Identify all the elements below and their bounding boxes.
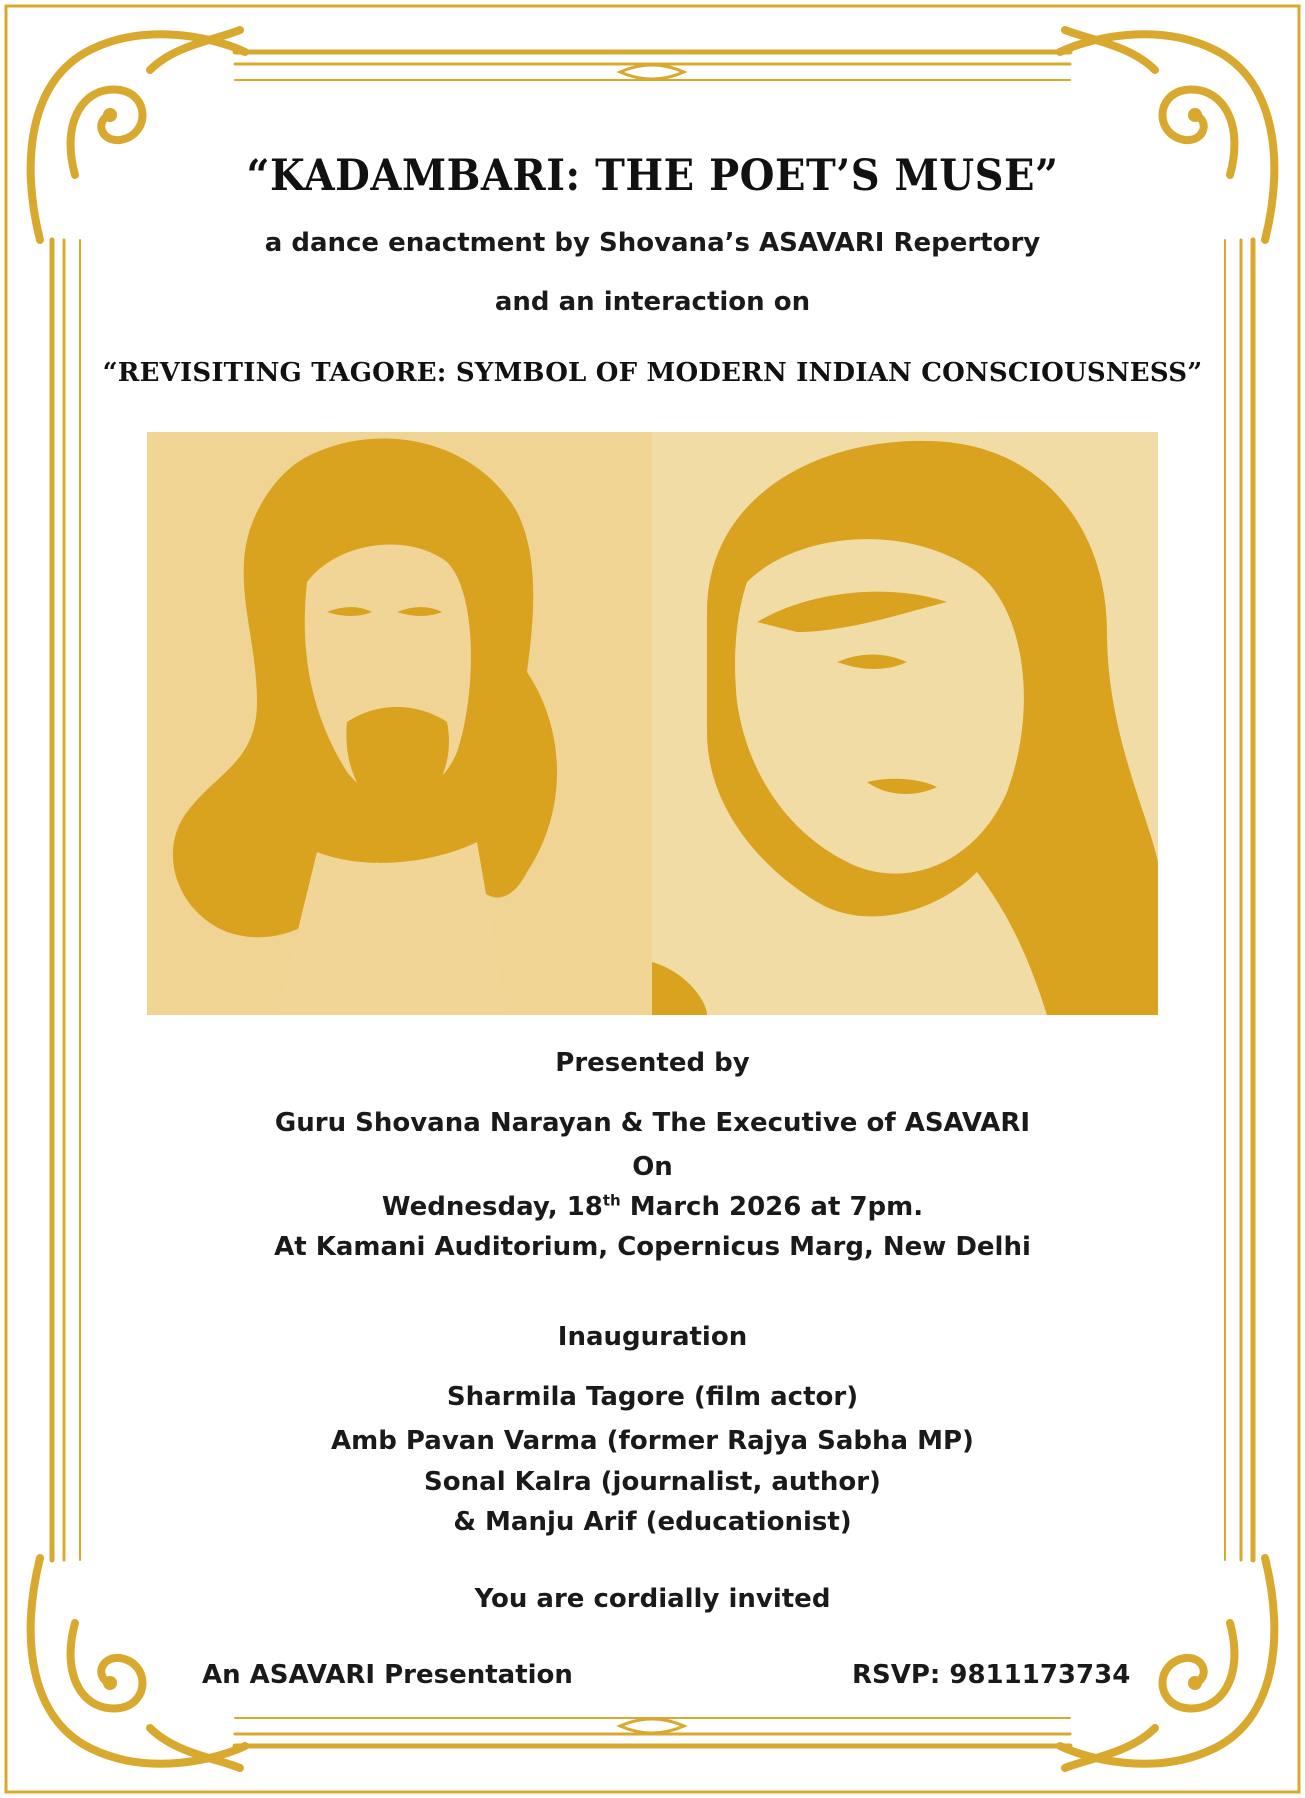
- event-date: [0, 1192, 1305, 1222]
- interaction-title: “REVISITING TAGORE: SYMBOL OF MODERN INDIAN CONSCIOUSNESS”: [102, 358, 1203, 388]
- interaction-line: and an interaction on: [494, 287, 811, 317]
- date-prefix: Wednesday, 18: [381, 1192, 603, 1222]
- rsvp-contact: RSVP: 9811173734: [852, 1660, 1131, 1690]
- guest-item: Amb Pavan Varma (former Rajya Sabha MP): [331, 1426, 974, 1456]
- dance-enactment-line: a dance enactment by Shovana’s ASAVARI Repertory: [264, 228, 1041, 258]
- inauguration-heading: Inauguration: [557, 1322, 748, 1352]
- event-title: “KADAMBARI: THE POET’S MUSE”: [246, 150, 1059, 201]
- on-label: On: [632, 1152, 673, 1182]
- presented-by-heading: Presented by: [555, 1048, 750, 1078]
- event-venue: At Kamani Auditorium, Copernicus Marg, New Delhi: [274, 1232, 1031, 1262]
- portraits-image: [147, 432, 1158, 1015]
- presenters-line: Guru Shovana Narayan & The Executive of ASAVARI: [274, 1108, 1031, 1138]
- guest-item: & Manju Arif (educationist): [453, 1507, 852, 1537]
- presentation-credit: An ASAVARI Presentation: [202, 1660, 573, 1690]
- date-rest: March 2026 at 7pm.: [620, 1192, 924, 1222]
- guest-item: Sharmila Tagore (film actor): [446, 1382, 859, 1412]
- guest-item: Sonal Kalra (journalist, author): [424, 1467, 881, 1497]
- date-ordinal-suffix: th: [602, 1191, 621, 1210]
- invite-line: You are cordially invited: [474, 1584, 831, 1614]
